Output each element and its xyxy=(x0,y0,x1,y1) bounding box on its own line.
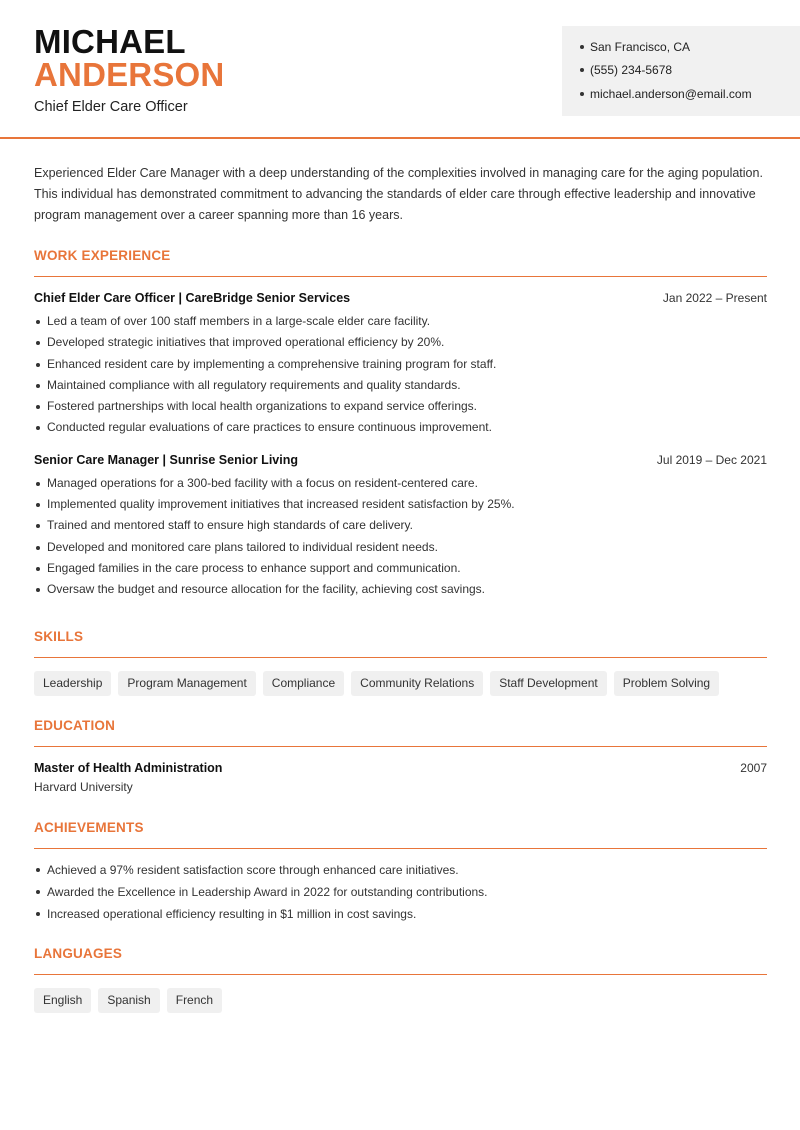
achievements-section xyxy=(34,820,767,925)
list-item: Conducted regular evaluations of care practices to ensure continuous improvement. xyxy=(34,417,767,438)
section-title: LANGUAGES xyxy=(34,946,123,961)
skill-tag: Staff Development xyxy=(490,671,607,696)
skill-tag: Compliance xyxy=(263,671,344,696)
list-item: Managed operations for a 300-bed facility with a focus on resident-centered care. xyxy=(34,473,767,494)
skills-list xyxy=(34,671,767,696)
section-divider xyxy=(34,974,767,975)
achievements-list xyxy=(34,859,767,925)
language-tag: English xyxy=(34,988,91,1013)
section-title: SKILLS xyxy=(34,629,84,644)
skill-tag: Problem Solving xyxy=(614,671,719,696)
section-divider xyxy=(34,276,767,277)
section-title: ACHIEVEMENTS xyxy=(34,820,144,835)
last-name: ANDERSON xyxy=(34,56,225,93)
bullet-dot xyxy=(580,92,584,96)
list-item: Oversaw the budget and resource allocation for the facility, achieving cost savings. xyxy=(34,579,767,600)
school-name: Harvard University xyxy=(34,780,133,794)
list-item: Developed and monitored care plans tailored to individual resident needs. xyxy=(34,537,767,558)
list-item: Developed strategic initiatives that improved operational efficiency by 20%. xyxy=(34,332,767,353)
bullet-dot xyxy=(580,45,584,49)
languages-section xyxy=(34,946,767,1013)
graduation-year: 2007 xyxy=(740,761,767,775)
list-item: Maintained compliance with all regulatory requirements and quality standards. xyxy=(34,375,767,396)
language-tag: French xyxy=(167,988,222,1013)
job-title: Chief Elder Care Officer xyxy=(34,99,188,115)
section-divider xyxy=(34,746,767,747)
job-bullets xyxy=(34,311,767,439)
skills-section xyxy=(34,629,767,696)
bullet-dot xyxy=(580,68,584,72)
list-item: Fostered partnerships with local health organizations to expand service offerings. xyxy=(34,396,767,417)
contact-email: michael.anderson@email.com xyxy=(580,87,752,101)
list-item: Achieved a 97% resident satisfaction score through enhanced care initiatives. xyxy=(34,859,767,881)
job-bullets xyxy=(34,473,767,601)
job-dates: Jul 2019 – Dec 2021 xyxy=(656,452,767,467)
section-title: WORK EXPERIENCE xyxy=(34,248,171,263)
skill-tag: Community Relations xyxy=(351,671,483,696)
list-item: Enhanced resident care by implementing a comprehensive training program for staff. xyxy=(34,354,767,375)
job-entry xyxy=(34,291,767,439)
job-role: Senior Care Manager | Sunrise Senior Living xyxy=(34,452,298,467)
job-entry xyxy=(34,453,767,601)
languages-list xyxy=(34,988,767,1013)
education-section xyxy=(34,718,767,794)
list-item: Led a team of over 100 staff members in a large-scale elder care facility. xyxy=(34,311,767,332)
list-item: Trained and mentored staff to ensure high standards of care delivery. xyxy=(34,515,767,536)
resume-header xyxy=(0,0,800,139)
section-divider xyxy=(34,848,767,849)
list-item: Implemented quality improvement initiatives that increased resident satisfaction by 25%. xyxy=(34,494,767,515)
contact-box xyxy=(562,26,800,116)
summary: Experienced Elder Care Manager with a deep understanding of the complexities involved in managing care for the aging population. This individual has demonstrated commitment to advancing the standards of elder care through effective leadership and innovative program management over a career spanning more than 16 years. xyxy=(34,166,763,222)
degree: Master of Health Administration xyxy=(34,761,223,775)
section-divider xyxy=(34,657,767,658)
skill-tag: Leadership xyxy=(34,671,111,696)
contact-phone: (555) 234-5678 xyxy=(580,63,672,77)
job-role: Chief Elder Care Officer | CareBridge Senior Services xyxy=(34,291,351,305)
contact-location: San Francisco, CA xyxy=(580,40,690,54)
skill-tag: Program Management xyxy=(118,671,255,696)
language-tag: Spanish xyxy=(98,988,159,1013)
list-item: Awarded the Excellence in Leadership Award in 2022 for outstanding contributions. xyxy=(34,881,767,903)
job-dates: Jan 2022 – Present xyxy=(662,291,767,305)
list-item: Engaged families in the care process to enhance support and communication. xyxy=(34,558,767,579)
section-title: EDUCATION xyxy=(34,718,116,733)
list-item: Increased operational efficiency resulting in $1 million in cost savings. xyxy=(34,903,767,925)
first-name: MICHAEL xyxy=(34,23,186,60)
work-experience-section xyxy=(34,248,767,601)
